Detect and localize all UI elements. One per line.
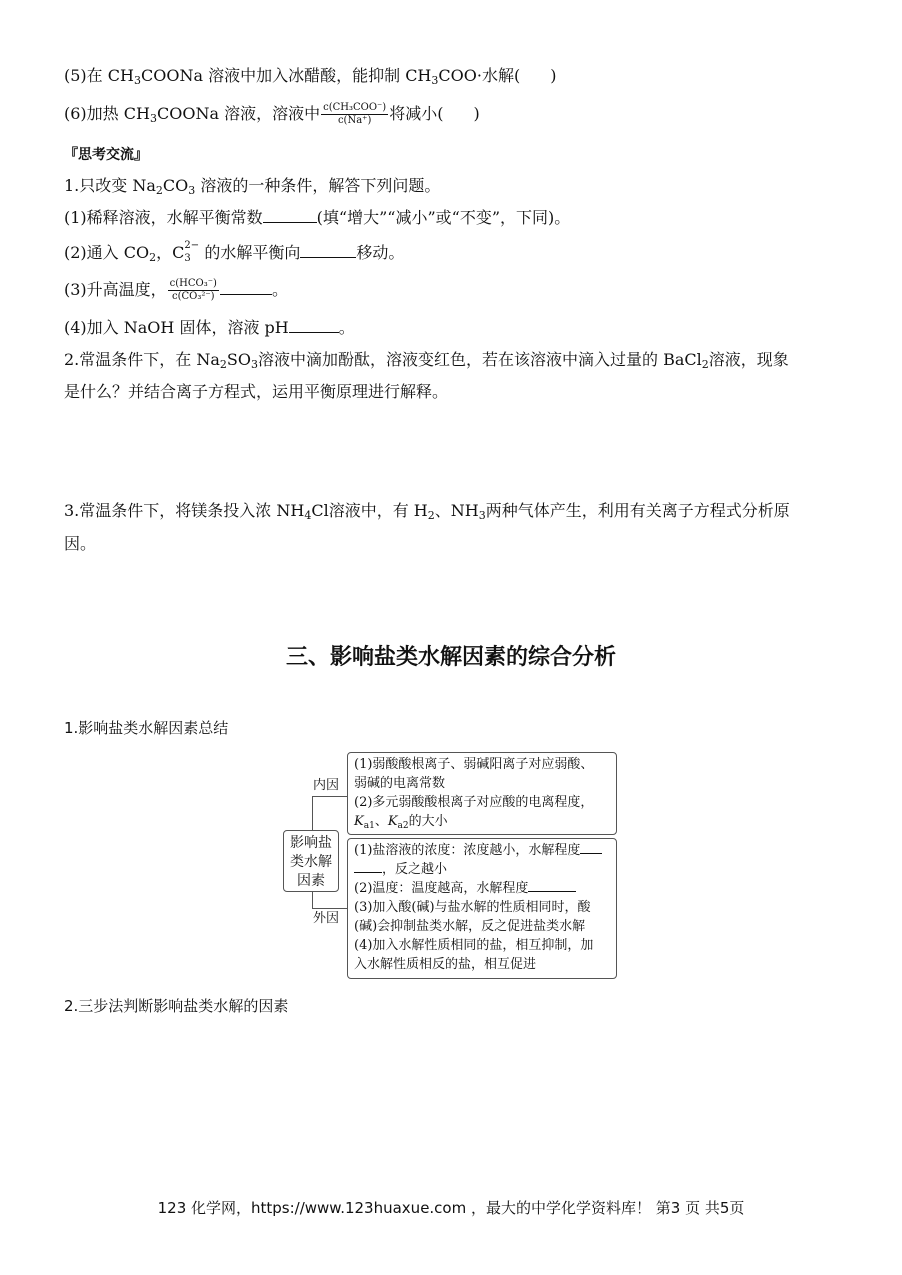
ka1-symbol: K — [354, 814, 364, 829]
q1-4-text-b: 。 — [338, 318, 355, 337]
answer-blank — [289, 318, 339, 333]
center-line-3: 因素 — [297, 873, 325, 889]
q6-chem: CH — [123, 104, 150, 123]
q1-1-text-b: (填“增大”“减小”或“不变”，下同)。 — [316, 208, 571, 227]
outer-line-3 — [354, 879, 610, 898]
q1-3-text-b: 。 — [271, 280, 288, 299]
answer-blank — [263, 208, 317, 223]
question-6 — [64, 100, 480, 128]
q1-2-ion-sup: 2− — [184, 240, 200, 251]
answer-blank — [300, 243, 356, 258]
outer-line-4: (3)加入酸(碱)与盐水解的性质相同时，酸 — [354, 900, 591, 915]
q6-frac-den: c(Na⁺) — [337, 115, 372, 126]
q2-chem: Na — [196, 350, 220, 369]
think-q3-line2: 因。 — [64, 534, 97, 553]
q3-sep: 、 — [434, 501, 451, 520]
outer-line-3-text: (2)温度：温度越高，水解程度 — [354, 881, 529, 896]
outer-line-1-text: (1)盐溶液的浓度：浓度越小，水解程度 — [354, 843, 581, 858]
answer-blank — [220, 280, 272, 295]
q1-2-ion: ，C — [156, 243, 185, 262]
inner-factor-label: 内因 — [313, 778, 340, 793]
q3-chem: NH — [276, 501, 305, 520]
q1-2-sub: 2 — [149, 251, 157, 264]
center-box — [283, 830, 339, 892]
think-q1-1 — [64, 208, 570, 228]
q2-sub1: 2 — [219, 358, 227, 371]
q3-text-b: 溶液中，有 — [328, 501, 409, 520]
inner-line-2: 弱碱的电离常数 — [354, 776, 446, 791]
subsection-2-title: 2.三步法判断影响盐类水解的因素 — [64, 997, 289, 1015]
q1-2-ion-sub: 3 — [184, 253, 191, 264]
q3-text-a: 3.常温条件下，将镁条投入浓 — [64, 501, 272, 520]
q5-text: 溶液中加入冰醋酸，能抑制 — [208, 66, 401, 85]
inner-line-1: (1)弱酸酸根离子、弱碱阳离子对应弱酸、 — [354, 757, 594, 772]
q1-3-text-a: (3)升高温度， — [64, 280, 167, 299]
outer-line-7: 入水解性质相反的盐，相互促进 — [354, 957, 537, 972]
q1-1-text-a: (1)稀释溶液，水解平衡常数 — [64, 208, 263, 227]
question-5 — [64, 66, 556, 86]
q5-chem2-tail: COO — [438, 66, 477, 85]
diagram-connector-outer-horizontal — [312, 908, 348, 909]
q1-2-text-a: (2)通入 — [64, 243, 119, 262]
outer-line-5: (碱)会抑制盐类水解，反之促进盐类水解 — [354, 919, 586, 934]
k-separator: 、 — [374, 814, 388, 829]
q2-chem2: BaCl — [663, 350, 702, 369]
q6-text2: 将减小( — [389, 104, 444, 123]
q2-sub3: 2 — [701, 358, 709, 371]
center-line-1: 影响盐 — [290, 835, 332, 851]
ka1-sub: a1 — [363, 821, 375, 831]
q3-nh3: NH — [450, 501, 479, 520]
q3-h2: H — [413, 501, 428, 520]
q6-label: (6)加热 — [64, 104, 119, 123]
q1-4-text-a: (4)加入 NaOH 固体，溶液 pH — [64, 318, 289, 337]
q5-chem: CH — [107, 66, 134, 85]
q3-text-c: 两种气体产生，利用有关离子方程式分析原 — [485, 501, 790, 520]
outer-line-2-text: ，反之越小 — [382, 862, 448, 877]
q3-sub3: 3 — [478, 509, 486, 522]
q1-2-chem: CO — [123, 243, 150, 262]
q1-2-text-c: 移动。 — [356, 243, 405, 262]
think-q1-4 — [64, 318, 355, 338]
section-title: 三、影响盐类水解因素的综合分析 — [285, 645, 616, 670]
q3-sub1: 4 — [304, 509, 312, 522]
inner-line-3: (2)多元弱酸酸根离子对应酸的电离程度， — [354, 795, 594, 810]
outer-line-2 — [354, 860, 610, 879]
outer-line-6: (4)加入水解性质相同的盐，相互抑制，加 — [354, 938, 594, 953]
q5-sub2: 3 — [431, 74, 439, 87]
q1-chem: Na — [132, 176, 156, 195]
q6-sub: 3 — [149, 112, 157, 125]
q1-3-frac-den: c(CO₃²⁻) — [172, 291, 215, 302]
q1-2-text-b: 的水解平衡向 — [204, 243, 301, 262]
q2-text-a: 2.常温条件下，在 — [64, 350, 192, 369]
q5-text2: ·水解( — [476, 66, 521, 85]
q3-sub2: 2 — [427, 509, 435, 522]
outer-factor-label: 外因 — [313, 911, 340, 926]
subsection-1-title: 1.影响盐类水解因素总结 — [64, 719, 229, 737]
diagram-connector-inner-vertical — [312, 796, 313, 831]
inner-line-4 — [354, 812, 610, 831]
outer-factor-box — [347, 838, 617, 979]
think-q2-line1 — [64, 350, 789, 370]
answer-blank — [528, 879, 576, 892]
q1-text-a: 1.只改变 — [64, 176, 128, 195]
answer-blank — [580, 841, 602, 854]
q6-close: ) — [473, 104, 480, 123]
inner-line-4-tail: 的大小 — [408, 814, 448, 829]
ka2-symbol: K — [387, 814, 398, 829]
think-heading: 『思考交流』 — [64, 147, 148, 163]
q2-chem-b: SO — [226, 350, 251, 369]
think-q1-2 — [64, 242, 404, 263]
outer-line-1 — [354, 841, 610, 860]
q1-sub1: 2 — [155, 184, 163, 197]
q6-text: 溶液，溶液中 — [224, 104, 321, 123]
q2-text-b: 溶液中滴加酚酞，溶液变红色，若在该溶液中滴入过量的 — [258, 350, 659, 369]
inner-factor-box — [347, 752, 617, 835]
diagram-connector-outer-vertical — [312, 892, 313, 908]
answer-blank — [354, 860, 382, 873]
q5-chem2: CH — [405, 66, 432, 85]
q5-label: (5)在 — [64, 66, 103, 85]
q5-chem-tail: COONa — [140, 66, 203, 85]
q5-close: ) — [550, 66, 557, 85]
q3-chem-b: Cl — [311, 501, 329, 520]
q2-sub2: 3 — [251, 358, 258, 371]
q1-text-b: 溶液的一种条件，解答下列问题。 — [200, 176, 441, 195]
q5-sub: 3 — [133, 74, 141, 87]
think-q2-line2: 是什么？并结合离子方程式，运用平衡原理进行解释。 — [64, 382, 449, 401]
q6-fraction — [321, 102, 388, 127]
q1-chem-b: CO — [162, 176, 189, 195]
q1-2-ion-script — [184, 240, 204, 264]
q2-text-c: 溶液，现象 — [708, 350, 789, 369]
think-q1-3 — [64, 274, 288, 306]
page-footer: 123 化学网，https://www.123huaxue.com ，最大的中学化学资料库！ 第3 页 共5页 — [157, 1199, 745, 1217]
think-q3-line1 — [64, 501, 790, 521]
diagram-connector-inner-horizontal — [312, 796, 348, 797]
q1-sub2: 3 — [188, 184, 196, 197]
q1-3-fraction — [168, 278, 219, 303]
q6-frac-num: c(CH₃COO⁻) — [323, 102, 387, 113]
center-line-2: 类水解 — [290, 854, 332, 870]
ka2-sub: a2 — [397, 821, 409, 831]
think-q1 — [64, 176, 440, 196]
q1-3-frac-num: c(HCO₃⁻) — [169, 278, 217, 289]
q6-chem-tail: COONa — [156, 104, 219, 123]
